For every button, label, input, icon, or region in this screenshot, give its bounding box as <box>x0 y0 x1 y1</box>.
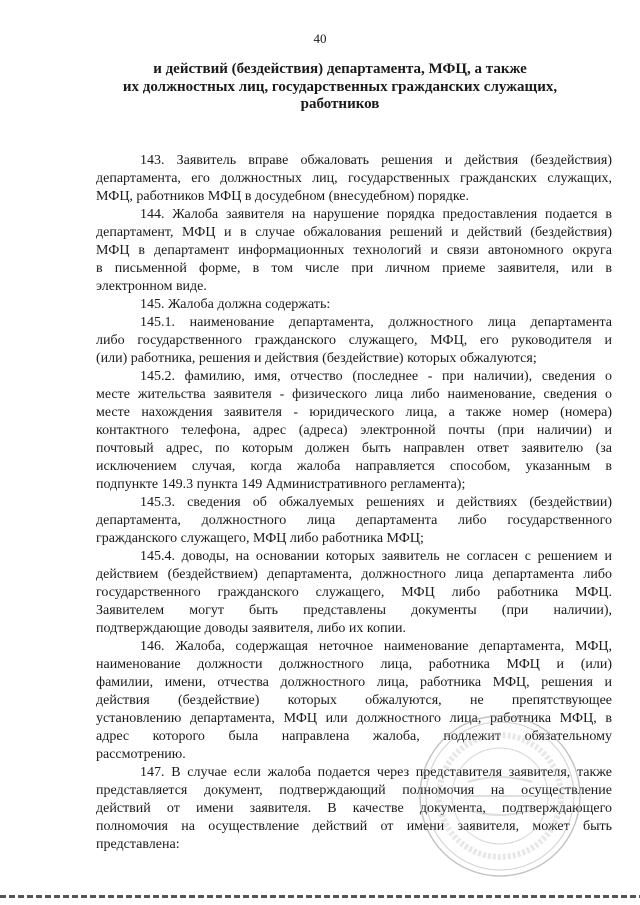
text-line: 144. Жалоба заявителя на нарушение порядка предоставления подается в <box>140 207 612 222</box>
official-seal-stamp <box>416 712 584 880</box>
text-line: подпункте 149.3 пункта 149 Административного регламента); <box>96 477 466 492</box>
text-line: МФЦ в департамент информационных технологий и связи автономного округа <box>96 243 612 258</box>
text-line: государственного гражданского служащего, МФЦ либо работника МФЦ. <box>96 585 612 600</box>
text-line: 145.4. доводы, на основании которых заявитель не согласен с решением и <box>140 549 612 564</box>
text-line: наименование должности должностного лица, работника МФЦ и (или) <box>96 657 612 672</box>
text-line: фамилии, имени, отчества должностного лица, работника МФЦ, решения и <box>96 675 612 690</box>
text-line: подтверждающие доводы заявителя, либо их копии. <box>96 621 406 636</box>
text-line: представляется документ, подтверждающий полномочия на осуществление <box>96 783 612 798</box>
text-line: действия (бездействие) которых обжалуются, не препятствующее <box>96 693 612 708</box>
text-line: 145.2. фамилию, имя, отчество (последнее - при наличии), сведения о <box>140 369 612 384</box>
text-line: 146. Жалоба, содержащая неточное наименование департамента, МФЦ, <box>140 639 612 654</box>
text-line: МФЦ, работников МФЦ в досудебном (внесудебном) порядке. <box>96 189 470 204</box>
text-line: почтовый адрес, по которым должен быть направлен ответ заявителю (за <box>96 441 612 456</box>
text-line: действий от имени заявителя. В качестве документа, подтверждающего <box>96 801 612 816</box>
text-line: электронном виде. <box>96 279 207 294</box>
text-line: департамент, МФЦ и в случае обжалования решений и действий (бездействия) <box>96 225 612 240</box>
text-line: месте жительства заявителя - физического лица либо наименование, сведения о <box>96 387 612 402</box>
text-line: действием (бездействием) департамента, должностного лица департамента либо <box>96 567 612 582</box>
text-line: адрес которого была направлена жалоба, подлежит обязательному <box>96 729 612 744</box>
text-line: установлению департамента, МФЦ или должностного лица, работника МФЦ, в <box>96 711 612 726</box>
text-line: департамента, его должностных лиц, государственных гражданских служащих, <box>96 171 612 186</box>
text-line: в письменной форме, в том числе при личном приеме заявителя, или в <box>96 261 612 276</box>
text-line: Заявителем могут быть представлены документы (при наличии), <box>96 603 612 618</box>
text-line: либо государственного гражданского служащего, МФЦ, его руководителя и <box>96 333 612 348</box>
page-number: 40 <box>313 31 327 46</box>
text-line: рассмотрению. <box>96 747 186 762</box>
text-line: (или) работника, решения и действия (бездействие) которых обжалуются; <box>96 351 537 366</box>
text-line: представлена: <box>96 837 180 852</box>
text-line: департамента, должностного лица департамента либо государственного <box>96 513 612 528</box>
text-line: 145.3. сведения об обжалуемых решениях и действиях (бездействии) <box>140 495 612 510</box>
heading-line-2: их должностных лиц, государственных гражданских служащих, <box>122 78 558 95</box>
text-line: контактного телефона, адрес (адреса) электронной почты (при наличии) и <box>96 423 612 438</box>
text-line: 147. В случае если жалоба подается через представителя заявителя, также <box>140 765 612 780</box>
heading-line-3: работников <box>300 96 380 112</box>
text-line: 145. Жалоба должна содержать: <box>140 297 331 312</box>
text-line: исключением случая, когда жалоба направляется способом, указанным в <box>96 459 612 474</box>
section-heading <box>80 61 600 114</box>
heading-line-1: и действий (бездействия) департамента, МФЦ, а также <box>153 61 527 77</box>
text-line: месте нахождения заявителя - юридического лица, а также номер (номера) <box>96 405 612 420</box>
text-line: 143. Заявитель вправе обжаловать решения и действия (бездействия) <box>140 153 612 168</box>
text-line: гражданского служащего, МФЦ либо работника МФЦ; <box>96 531 424 546</box>
text-line: 145.1. наименование департамента, должностного лица департамента <box>140 315 612 330</box>
page-bottom-rule <box>0 895 640 898</box>
text-line: полномочия на осуществление действий от имени заявителя, может быть <box>96 819 612 834</box>
